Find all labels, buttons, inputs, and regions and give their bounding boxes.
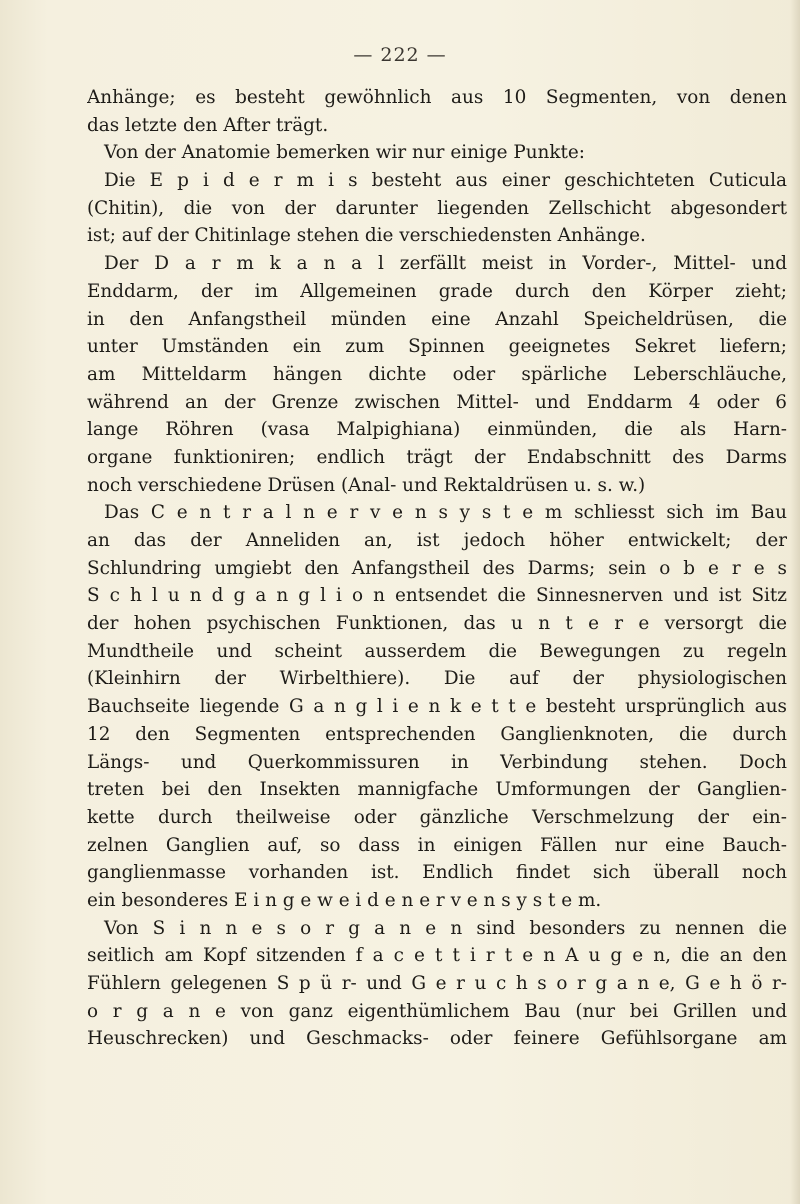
text-line: Die E p i d e r m i s besteht aus einer geschichteten Cuticula	[104, 170, 787, 192]
text-line: Längs- und Querkommissuren in Verbindung stehen. Doch	[87, 751, 787, 773]
text-line: treten bei den Insekten mannigfache Umformungen der Ganglien-	[87, 779, 787, 801]
text-line: zelnen Ganglien auf, so dass in einigen Fällen nur eine Bauch-	[87, 834, 787, 856]
text-line: S c h l u n d g a n g l i o n entsendet die Sinnesnerven und ist Sitz	[87, 585, 787, 607]
text-line: ganglienmasse vorhanden ist. Endlich findet sich überall noch	[87, 862, 787, 884]
page-edge-shadow	[790, 0, 800, 1204]
text-line: Das C e n t r a l n e r v e n s y s t e m schliesst sich im Bau	[104, 502, 787, 524]
text-line: kette durch theilweise oder gänzliche Verschmelzung der ein-	[87, 806, 787, 828]
text-line: der hohen psychischen Funktionen, das u n t e r e versorgt die	[87, 613, 787, 635]
text-line: (Kleinhirn der Wirbelthiere). Die auf der physiologischen	[87, 668, 787, 690]
text-line: organe funktioniren; endlich trägt der Endabschnitt des Darms	[87, 446, 787, 468]
text-line: während an der Grenze zwischen Mittel- und Enddarm 4 oder 6	[87, 391, 787, 413]
text-line: ist; auf der Chitinlage stehen die verschiedensten Anhänge.	[87, 225, 646, 247]
text-line: ein besonderes E i n g e w e i d e n e r v e n s y s t e m.	[87, 889, 602, 911]
text-line: in den Anfangstheil münden eine Anzahl Speicheldrüsen, die	[87, 308, 787, 330]
body-text	[87, 84, 787, 1053]
text-line: am Mitteldarm hängen dichte oder spärliche Leberschläuche,	[87, 363, 787, 385]
text-line: Enddarm, der im Allgemeinen grade durch den Körper zieht;	[87, 280, 787, 302]
text-line: Der D a r m k a n a l zerfällt meist in Vorder-, Mittel- und	[104, 253, 787, 275]
text-line: seitlich am Kopf sitzenden f a c e t t i r t e n A u g e n, die an den	[87, 945, 787, 967]
text-line: (Chitin), die von der darunter liegenden Zellschicht abgesondert	[87, 197, 787, 219]
text-line: Von der Anatomie bemerken wir nur einige Punkte:	[104, 142, 585, 164]
text-line: Heuschrecken) und Geschmacks- oder feinere Gefühlsorgane am	[87, 1028, 787, 1050]
text-line: lange Röhren (vasa Malpighiana) einmünden, die als Harn-	[87, 419, 787, 441]
text-line: noch verschiedene Drüsen (Anal- und Rektaldrüsen u. s. w.)	[87, 474, 646, 496]
text-line: an das der Anneliden an, ist jedoch höher entwickelt; der	[87, 530, 787, 551]
text-line: Von S i n n e s o r g a n e n sind besonders zu nennen die	[104, 917, 787, 939]
text-line: Mundtheile und scheint ausserdem die Bewegungen zu regeln	[87, 640, 787, 662]
text-line: Bauchseite liegende G a n g l i e n k e t t e besteht ursprünglich aus	[87, 696, 787, 718]
text-line: 12 den Segmenten entsprechenden Ganglienknoten, die durch	[87, 723, 787, 745]
text-line: unter Umständen ein zum Spinnen geeignetes Sekret liefern;	[87, 336, 787, 358]
text-line: Fühlern gelegenen S p ü r- und G e r u c h s o r g a n e, G e h ö r-	[87, 973, 787, 994]
text-line: Schlundring umgiebt den Anfangstheil des Darms; sein o b e r e s	[87, 557, 787, 579]
page-number: — 222 —	[353, 44, 447, 66]
text-line: das letzte den After trägt.	[87, 114, 329, 136]
text-line: Anhänge; es besteht gewöhnlich aus 10 Segmenten, von denen	[87, 87, 787, 108]
text-line: o r g a n e von ganz eigenthümlichem Bau (nur bei Grillen und	[87, 1000, 787, 1022]
